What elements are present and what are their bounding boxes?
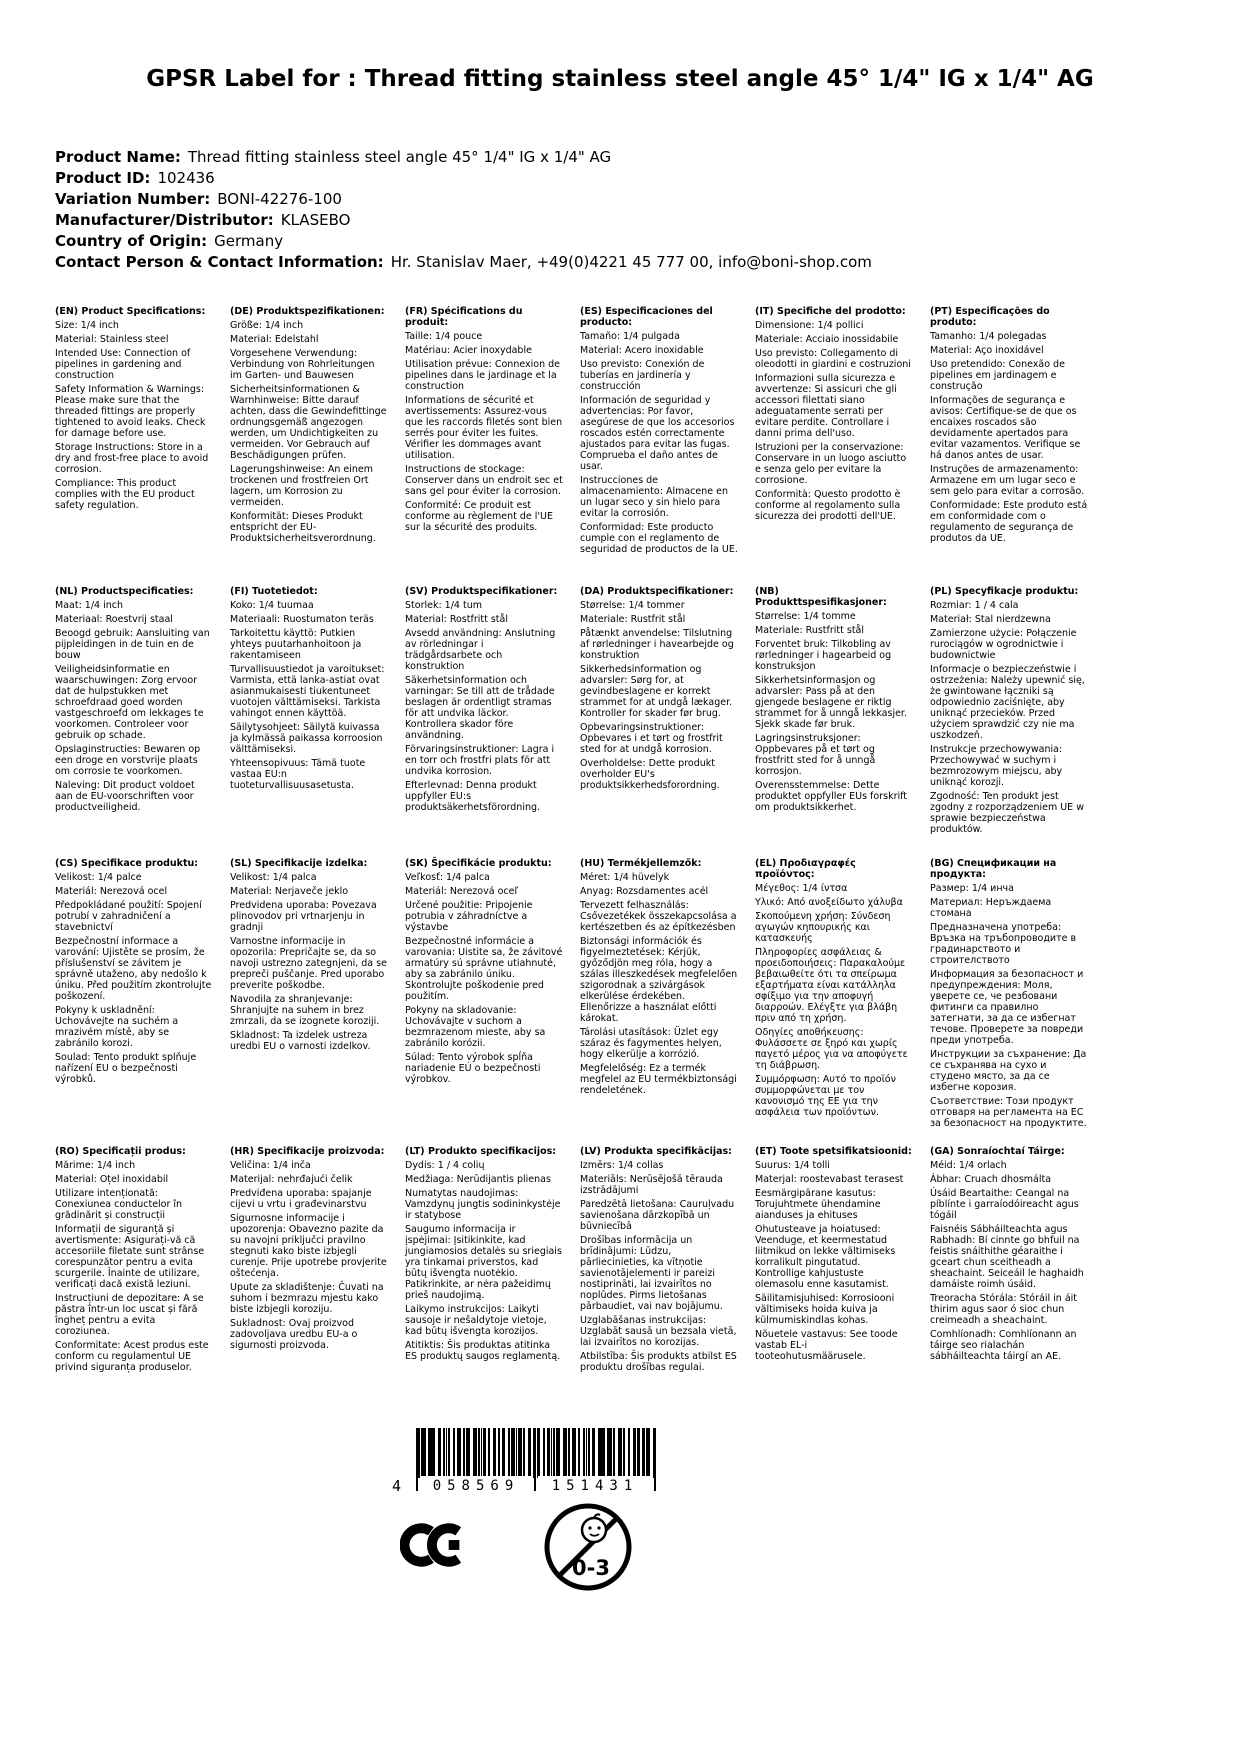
language-paragraph: Säilitamisjuhised: Korrosiooni vältimiseks hoida kuiva ja külmumiskindlas kohas. xyxy=(755,1293,895,1326)
language-paragraph: Instrucciones de almacenamiento: Almacene en un lugar seco y sin hielo para evitar la corrosión. xyxy=(580,475,728,519)
language-paragraph: Πληροφορίες ασφάλειας & προειδοποιήσεις: Παρακαλούμε βεβαιωθείτε ότι τα σπείρωμα εξαρτήματα είναι κατάλληλα σφίξιμο για την αποφυγή διαρροών. Ελέγξτε για βλάβη πριν από τη χρήση. xyxy=(755,947,906,1024)
language-block-header: (HU) Termékjellemzők: xyxy=(580,858,702,869)
language-paragraph: Vorgesehene Verwendung: Verbindung von Rohrleitungen im Garten- und Bauwesen xyxy=(230,348,375,381)
language-paragraph: Úsáid Beartaithe: Ceangal na píblínte i garraíodóireacht agus tógáil xyxy=(930,1188,1079,1221)
language-paragraph: Upute za skladištenje: Čuvati na suhom i bezmrazu mjestu kako biste izbjegli koroziju. xyxy=(230,1282,384,1315)
language-paragraph: Intended Use: Connection of pipelines in gardening and construction xyxy=(55,348,191,381)
language-paragraph: Faisnéis Sábháilteachta agus Rabhadh: Bí cinnte go bhfuil na feistis snáithithe géaraithe i gceart chun sceitheadh a sheachaint. Seiceáil le haghaidh damáiste roimh úsáid. xyxy=(930,1224,1084,1290)
language-paragraph: Forventet bruk: Tilkobling av rørledninger i hagearbeid og konstruksjon xyxy=(755,639,892,672)
language-paragraph: Utilisation prévue: Connexion de pipelines dans le jardinage et la construction xyxy=(405,359,561,392)
language-paragraph: Material: Stainless steel xyxy=(55,334,169,345)
language-block-lt xyxy=(405,1146,568,1362)
language-paragraph: Rozmiar: 1 / 4 cala xyxy=(930,600,1019,611)
page-title: GPSR Label for : Thread fitting stainless steel angle 45° 1/4" IG x 1/4" AG xyxy=(146,66,1094,92)
language-paragraph: Sukladnost: Ovaj proizvod zadovoljava uredbu EU-a o sigurnosti proizvoda. xyxy=(230,1318,358,1351)
language-block-header: (BG) Спецификации на продукта: xyxy=(930,858,1057,880)
language-paragraph: Informações de segurança e avisos: Certifique-se de que os encaixes roscados são devidamente apertados para evitar vazamentos. Verifique se há danos antes de usar. xyxy=(930,395,1081,461)
product-info-label: Variation Number: xyxy=(55,190,211,208)
language-block-header: (IT) Specifiche del prodotto: xyxy=(755,306,906,317)
product-info-row xyxy=(55,189,1155,210)
language-paragraph: Material: Rostfritt stål xyxy=(405,614,508,625)
language-block-header: (SL) Specifikacije izdelka: xyxy=(230,858,368,869)
language-block-de xyxy=(230,306,393,544)
language-paragraph: Safety Information & Warnings: Please make sure that the threaded fittings are properly tightened to avoid leaks. Check for damage before use. xyxy=(55,384,206,439)
language-paragraph: Materjal: roostevabast terasest xyxy=(755,1174,904,1185)
language-paragraph: Utilizare intenționată: Conexiunea conductelor în grădinărit și construcții xyxy=(55,1188,183,1221)
language-paragraph: Veľkosť: 1/4 palca xyxy=(405,872,490,883)
language-paragraph: Informacje o bezpieczeństwie i ostrzeżenia: Należy upewnić się, że gwintowane łączniki są odpowiednio zaciśnięte, aby uniknąć przecieków. Przed użyciem sprawdzić czy nie ma uszkodzeń. xyxy=(930,664,1085,741)
language-paragraph: Sigurnosne informacije i upozorenja: Obavezno pazite da su navojni priključci pravilno stegnuti kako biste izbjegli curenje. Prije upotrebe provjerite oštećenja. xyxy=(230,1213,387,1279)
product-info-value: Germany xyxy=(214,232,284,250)
language-block-da xyxy=(580,586,743,791)
language-paragraph: Uso previsto: Collegamento di oleodotti in giardini e costruzioni xyxy=(755,348,911,370)
barcode-digits-left: 058569 xyxy=(420,1476,532,1494)
language-paragraph: Съответствие: Този продукт отговаря на регламента на ЕС за безопасност на продуктите. xyxy=(930,1096,1087,1129)
language-block-sk xyxy=(405,858,568,1085)
language-paragraph: Koko: 1/4 tuumaa xyxy=(230,600,314,611)
language-paragraph: Instrucțiuni de depozitare: A se păstra într-un loc uscat și fără îngheț pentru a evita coroziunea. xyxy=(55,1293,204,1337)
language-paragraph: Opslaginstructies: Bewaren op een droge en vorstvrije plaats om corrosie te voorkomen. xyxy=(55,744,201,777)
language-paragraph: Turvallisuustiedot ja varoitukset: Varmista, että lanka-astiat ovat asianmukaisesti tiukentuneet vuotojen välttämiseksi. Tarkista vahingot ennen käyttöä. xyxy=(230,664,385,719)
language-paragraph: Pokyny na skladovanie: Uchovávajte v suchom a bezmrazenom mieste, aby sa zabránilo korózii. xyxy=(405,1005,546,1049)
language-paragraph: Yhteensopivuus: Tämä tuote vastaa EU:n tuoteturvallisuusasetusta. xyxy=(230,758,366,791)
language-paragraph: Bezpečnostní informace a varování: Ujistěte se prosím, že příslušenství se závitem je správně utaženo, aby nedošlo k úniku. Před použitím zkontrolujte poškození. xyxy=(55,936,212,1002)
language-paragraph: Lagerungshinweise: An einem trockenen und frostfreien Ort lagern, um Korrosion zu vermeiden. xyxy=(230,464,374,508)
product-info-label: Product ID: xyxy=(55,169,151,187)
language-block-pl xyxy=(930,586,1093,835)
language-paragraph: Conformidad: Este producto cumple con el reglamento de seguridad de productos de la UE. xyxy=(580,522,738,555)
language-paragraph: Förvaringsinstruktioner: Lagra i en torr och frostfri plats för att undvika korrosion. xyxy=(405,744,555,777)
language-block-nl xyxy=(55,586,218,813)
language-paragraph: Taille: 1/4 pouce xyxy=(405,331,483,342)
language-paragraph: Předpokládané použití: Spojení potrubí v zahradničení a stavebnictví xyxy=(55,900,202,933)
language-paragraph: Säkerhetsinformation och varningar: Se till att de trådade beslagen är ordentligt stramas för att undvika läckor. Kontrollera skador före användning. xyxy=(405,675,555,741)
barcode-guard-middle xyxy=(534,1428,536,1491)
language-paragraph: Atbilstība: Šis produkts atbilst ES produktu drošības regulai. xyxy=(580,1351,737,1373)
language-paragraph: Izmērs: 1/4 collas xyxy=(580,1160,664,1171)
product-info-row xyxy=(55,210,1155,231)
language-block-header: (EL) Προδιαγραφές προϊόντος: xyxy=(755,858,856,880)
language-paragraph: Compliance: This product complies with the EU product safety regulation. xyxy=(55,478,195,511)
language-paragraph: Predvidena uporaba: Povezava plinovodov pri vrtnarjenju in gradnji xyxy=(230,900,377,933)
language-paragraph: Beoogd gebruik: Aansluiting van pijpleidingen in de tuin en de bouw xyxy=(55,628,210,661)
language-block-bg xyxy=(930,858,1093,1129)
age-warning-0-3-icon xyxy=(542,1500,634,1594)
language-paragraph: Varnostne informacije in opozorila: Prepričajte se, da so navoji ustrezno zategnjeni, da se prepreči puščanje. Pred uporabo preverite poškodbe. xyxy=(230,936,387,991)
language-block-header: (ES) Especificaciones del producto: xyxy=(580,306,713,328)
language-paragraph: Informations de sécurité et avertissements: Assurez-vous que les raccords filetés sont bien serrés pour éviter les fuites. Vérifier les dommages avant utilisation. xyxy=(405,395,563,461)
language-paragraph: Suurus: 1/4 tolli xyxy=(755,1160,830,1171)
product-info-row xyxy=(55,252,1155,273)
language-paragraph: Materijal: nehrđajući čelik xyxy=(230,1174,353,1185)
language-paragraph: Materiale: Rustfrit stål xyxy=(580,614,686,625)
language-paragraph: Material: Nerjaveče jeklo xyxy=(230,886,349,897)
language-paragraph: Materiale: Acciaio inossidabile xyxy=(755,334,899,345)
product-info-value: 102436 xyxy=(157,169,215,187)
language-block-header: (FI) Tuotetiedot: xyxy=(230,586,318,597)
language-paragraph: Tamaño: 1/4 pulgada xyxy=(580,331,680,342)
language-paragraph: Súlad: Tento výrobok spĺňa nariadenie EÚ o bezpečnosti výrobkov. xyxy=(405,1052,541,1085)
language-paragraph: Uso previsto: Conexión de tuberías en jardinería y construcción xyxy=(580,359,705,392)
language-paragraph: Materiál: Nerezová oceľ xyxy=(405,886,519,897)
language-paragraph: Materiāls: Nerūsējošā tērauda izstrādājumi xyxy=(580,1174,723,1196)
barcode-guard-left xyxy=(416,1428,418,1491)
language-paragraph: Uzglabāšanas instrukcijas: Uzglabāt sausā un bezsala vietā, lai izvairītos no korozijas. xyxy=(580,1315,737,1348)
barcode-bars xyxy=(418,1428,654,1478)
language-paragraph: Anyag: Rozsdamentes acél xyxy=(580,886,709,897)
language-paragraph: Påtænkt anvendelse: Tilslutning af rørledninger i havearbejde og konstruktion xyxy=(580,628,734,661)
language-paragraph: Materiał: Stal nierdzewna xyxy=(930,614,1051,625)
language-paragraph: Tervezett felhasználás: Csővezetékek összekapcsolása a kertészetben és az építkezésben xyxy=(580,900,737,933)
language-paragraph: Velikost: 1/4 palce xyxy=(55,872,142,883)
product-info-row xyxy=(55,147,1155,168)
language-block-header: (EN) Product Specifications: xyxy=(55,306,206,317)
language-paragraph: Laikymo instrukcijos: Laikyti sausoje ir nešaldytoje vietoje, kad būtų išvengta korozijos. xyxy=(405,1304,547,1337)
product-info-value: KLASEBO xyxy=(280,211,351,229)
language-paragraph: Storage Instructions: Store in a dry and frost-free place to avoid corrosion. xyxy=(55,442,209,475)
language-paragraph: Größe: 1/4 inch xyxy=(230,320,304,331)
language-paragraph: Material: Oțel inoxidabil xyxy=(55,1174,169,1185)
language-paragraph: Υλικό: Από ανοξείδωτο χάλυβα xyxy=(755,897,903,908)
language-block-sl xyxy=(230,858,393,1052)
ce-mark-icon xyxy=(400,1514,470,1576)
language-paragraph: Informazioni sulla sicurezza e avvertenze: Si assicuri che gli accessori filettati siano adeguatamente serrati per evitare perdite. Controllare i danni prima dell'uso. xyxy=(755,373,897,439)
language-paragraph: Konformität: Dieses Produkt entspricht der EU-Produktsicherheitsverordnung. xyxy=(230,511,376,544)
language-block-header: (PT) Especificações do produto: xyxy=(930,306,1050,328)
language-paragraph: Saugumo informacija ir įspėjimai: Įsitikinkite, kad jungiamosios detalės su sriegiais yra tinkamai priverstos, kad būtų išvengta nuotėkio. Patikrinkite, ar nėra pažeidimų prieš naudojimą. xyxy=(405,1224,562,1301)
language-paragraph: Velikost: 1/4 palca xyxy=(230,872,317,883)
language-block-header: (DA) Produktspecifikationer: xyxy=(580,586,734,597)
language-paragraph: Materiál: Nerezová ocel xyxy=(55,886,168,897)
language-block-it xyxy=(755,306,918,522)
language-paragraph: Avsedd användning: Anslutning av rörledningar i trädgårdsarbete och konstruktion xyxy=(405,628,556,672)
language-paragraph: Naleving: Dit product voldoet aan de EU-voorschriften voor productveiligheid. xyxy=(55,780,195,813)
language-paragraph: Paredzētā lietošana: Cauruļvadu savienošana dārzkopībā un būvniecībā xyxy=(580,1199,735,1232)
language-block-fi xyxy=(230,586,393,791)
language-block-header: (RO) Specificații produs: xyxy=(55,1146,186,1157)
language-paragraph: Sicherheitsinformationen & Warnhinweise: Bitte darauf achten, dass die Gewindefittinge ordnungsgemäß angezogen werden, um Undichtigkeiten zu vermeiden. Vor Gebrauch auf Beschädigungen prüfen. xyxy=(230,384,387,461)
language-block-pt xyxy=(930,306,1093,544)
language-paragraph: Säilytysohjeet: Säilytä kuivassa ja kylmässä paikassa korroosion välttämiseksi. xyxy=(230,722,383,755)
language-block-header: (FR) Spécifications du produit: xyxy=(405,306,523,328)
language-paragraph: Размер: 1/4 инча xyxy=(930,883,1014,894)
language-block-header: (NL) Productspecificaties: xyxy=(55,586,194,597)
product-info-value: Hr. Stanislav Maer, +49(0)4221 45 777 00, info@boni-shop.com xyxy=(390,253,872,271)
language-block-cs xyxy=(55,858,218,1085)
language-paragraph: Instruções de armazenamento: Armazene em um lugar seco e sem gelo para evitar a corrosão. xyxy=(930,464,1085,497)
product-info-label: Product Name: xyxy=(55,148,181,166)
language-block-en xyxy=(55,306,218,511)
language-block-header: (CS) Specifikace produktu: xyxy=(55,858,199,869)
language-block-sv xyxy=(405,586,568,813)
language-paragraph: Información de seguridad y advertencias: Por favor, asegúrese de que los accesorios roscados estén correctamente ajustados para evitar las fugas. Comprueba el daño antes de usar. xyxy=(580,395,735,472)
language-paragraph: Soulad: Tento produkt splňuje nařízení EU o bezpečnosti výrobků. xyxy=(55,1052,197,1085)
language-paragraph: Material: Acero inoxidable xyxy=(580,345,704,356)
language-paragraph: Atitiktis: Šis produktas atitinka ES produktų saugos reglamentą. xyxy=(405,1340,561,1362)
language-block-header: (SK) Špecifikácie produktu: xyxy=(405,858,552,869)
language-paragraph: Méid: 1/4 orlach xyxy=(930,1160,1007,1171)
language-paragraph: Συμμόρφωση: Αυτό το προϊόν συμμορφώνεται με τον κανονισμό της ΕΕ για την ασφάλεια των προϊόντων. xyxy=(755,1074,896,1118)
language-block-header: (HR) Specifikacije proizvoda: xyxy=(230,1146,385,1157)
language-paragraph: Eesmärgipärane kasutus: Torujuhtmete ühendamine aianduses ja ehituses xyxy=(755,1188,881,1221)
language-paragraph: Sikkerhedsinformation og advarsler: Sørg for, at gevindbeslagene er korrekt strammet for at undgå lækager. Kontroller for skader før brug. xyxy=(580,664,733,719)
language-paragraph: Materiale: Rustfritt stål xyxy=(755,625,865,636)
language-paragraph: Conformità: Questo prodotto è conforme al regolamento sulla sicurezza dei prodotti dell'UE. xyxy=(755,489,901,522)
language-grid xyxy=(55,306,1093,1373)
language-block-header: (SV) Produktspecifikationer: xyxy=(405,586,558,597)
language-paragraph: Material: Edelstahl xyxy=(230,334,319,345)
language-paragraph: Navodila za shranjevanje: Shranjujte na suhem in brez zmrzali, da se izognete koroziji. xyxy=(230,994,380,1027)
language-paragraph: Материал: Неръждаема стомана xyxy=(930,897,1052,919)
language-paragraph: Istruzioni per la conservazione: Conservare in un luogo asciutto e senza gelo per evitare la corrosione. xyxy=(755,442,907,486)
language-block-header: (LT) Produkto specifikacijos: xyxy=(405,1146,557,1157)
language-paragraph: Biztonsági információk és figyelmeztetések: Kérjük, győződjön meg róla, hogy a szálas illeszkedések megfelelően szigorodnak a szivárgások elkerülése érdekében. Ellenőrizze a használat előtti károkat. xyxy=(580,936,738,1024)
language-paragraph: Určené použitie: Pripojenie potrubia v záhradníctve a výstavbe xyxy=(405,900,533,933)
language-paragraph: Bezpečnostné informácie a varovania: Uistite sa, že závitové armatúry sú správne utiahnuté, aby sa zabránilo úniku. Skontrolujte poškodenie pred použitím. xyxy=(405,936,563,1002)
language-paragraph: Uso pretendido: Conexão de pipelines em jardinagem e construção xyxy=(930,359,1065,392)
product-info-value: BONI-42276-100 xyxy=(217,190,342,208)
language-paragraph: Storlek: 1/4 tum xyxy=(405,600,482,611)
language-paragraph: Zamierzone użycie: Połączenie rurociągów w ogrodnictwie i budownictwie xyxy=(930,628,1077,661)
language-paragraph: Comhlíonadh: Comhlíonann an táirge seo rialachán sábháilteachta táirgí an AE. xyxy=(930,1329,1077,1362)
language-paragraph: Opbevaringsinstruktioner: Opbevares i et tørt og frostfrit sted for at undgå korrosion. xyxy=(580,722,723,755)
language-paragraph: Matériau: Acier inoxydable xyxy=(405,345,532,356)
language-paragraph: Maat: 1/4 inch xyxy=(55,600,123,611)
language-paragraph: Numatytas naudojimas: Vamzdynų jungtis sodininkystėje ir statybose xyxy=(405,1188,561,1221)
language-paragraph: Tamanho: 1/4 polegadas xyxy=(930,331,1047,342)
language-paragraph: Conformité: Ce produit est conforme au règlement de l'UE sur la sécurité des produits. xyxy=(405,500,553,533)
ean-barcode xyxy=(385,1428,677,1504)
language-paragraph: Méret: 1/4 hüvelyk xyxy=(580,872,670,883)
language-paragraph: Materiaal: Roestvrij staal xyxy=(55,614,173,625)
language-paragraph: Material: Aço inoxidável xyxy=(930,345,1044,356)
language-paragraph: Overensstemmelse: Dette produktet oppfyller EUs forskrift om produktsikkerhet. xyxy=(755,780,908,813)
language-block-fr xyxy=(405,306,568,533)
language-paragraph: Instrukcje przechowywania: Przechowywać w suchym i bezmrozowym miejscu, aby uniknąć korozji. xyxy=(930,744,1063,788)
language-block-hr xyxy=(230,1146,393,1351)
language-paragraph: Ohutusteave ja hoiatused: Veenduge, et keermestatud liitmikud on lekke vältimiseks korralikult pingutatud. Kontrollige kahjustuste olemasolu enne kasutamist. xyxy=(755,1224,896,1290)
language-paragraph: Treoracha Stórála: Stóráil in áit thirim agus saor ó sioc chun creimeadh a sheachaint. xyxy=(930,1293,1078,1326)
language-paragraph: Drošības informācija un brīdinājumi: Lūdzu, pārliecinieties, ka vītņotie savienotājelementi ir pareizi nostiprināti, lai izvairītos no noplūdes. Pirms lietošanas pārbaudiet, vai nav bojājumu. xyxy=(580,1235,723,1312)
language-paragraph: Tárolási utasítások: Üzlet egy száraz és fagymentes helyen, hogy elkerülje a korrózió. xyxy=(580,1027,722,1060)
language-block-header: (PL) Specyfikacje produktu: xyxy=(930,586,1079,597)
language-paragraph: Predviđena uporaba: spajanje cijevi u vrtu i građevinarstvu xyxy=(230,1188,372,1210)
language-paragraph: Veiligheidsinformatie en waarschuwingen: Zorg ervoor dat de hulpstukken met schroefdraad goed worden vastgeschroefd om lekkages te voorkomen. Controleer voor gebruik op schade. xyxy=(55,664,204,741)
product-info-value: Thread fitting stainless steel angle 45° 1/4" IG x 1/4" AG xyxy=(187,148,612,166)
language-paragraph: Size: 1/4 inch xyxy=(55,320,119,331)
language-paragraph: Efterlevnad: Denna produkt uppfyller EU:s produktsäkerhetsförordning. xyxy=(405,780,541,813)
product-info-row xyxy=(55,168,1155,189)
language-paragraph: Veličina: 1/4 inča xyxy=(230,1160,311,1171)
product-info-label: Contact Person & Contact Information: xyxy=(55,253,384,271)
language-block-es xyxy=(580,306,743,555)
language-paragraph: Størrelse: 1/4 tommer xyxy=(580,600,685,611)
language-paragraph: Dydis: 1 / 4 colių xyxy=(405,1160,485,1171)
language-block-et xyxy=(755,1146,918,1362)
language-paragraph: Størrelse: 1/4 tomme xyxy=(755,611,856,622)
language-paragraph: Dimensione: 1/4 pollici xyxy=(755,320,864,331)
language-paragraph: Skladnost: Ta izdelek ustreza uredbi EU o varnosti izdelkov. xyxy=(230,1030,371,1052)
language-paragraph: Megfelelőség: Ez a termék megfelel az EU termékbiztonsági rendeletének. xyxy=(580,1063,737,1096)
barcode-guard-right xyxy=(654,1428,656,1491)
language-paragraph: Μέγεθος: 1/4 ίντσα xyxy=(755,883,848,894)
language-block-ro xyxy=(55,1146,218,1373)
language-paragraph: Lagringsinstruksjoner: Oppbevares på et tørt og frostfritt sted for å unngå korrosjon. xyxy=(755,733,876,777)
language-paragraph: Mărime: 1/4 inch xyxy=(55,1160,136,1171)
product-info xyxy=(55,147,1155,273)
language-paragraph: Sikkerhetsinformasjon og advarsler: Pass på at den gjengede beslagene er riktig strammet for å unngå lekkasjer. Sjekk skade før bruk. xyxy=(755,675,907,730)
language-paragraph: Pokyny k uskladnění: Uchovávejte na suchém a mrazivém místě, aby se zabránilo korozi. xyxy=(55,1005,179,1049)
barcode-first-digit: 4 xyxy=(392,1477,402,1495)
language-block-el xyxy=(755,858,918,1118)
language-block-nb xyxy=(755,586,918,813)
product-info-label: Country of Origin: xyxy=(55,232,208,250)
language-paragraph: Medžiaga: Nerūdijantis plienas xyxy=(405,1174,551,1185)
language-paragraph: Instructions de stockage: Conserver dans un endroit sec et sans gel pour éviter la corrosion. xyxy=(405,464,563,497)
language-paragraph: Ábhar: Cruach dhosmálta xyxy=(930,1174,1052,1185)
language-block-lv xyxy=(580,1146,743,1373)
language-paragraph: Σκοπούμενη χρήση: Σύνδεση αγωγών κηπουρικής και κατασκευής xyxy=(755,911,891,944)
language-paragraph: Οδηγίες αποθήκευσης: Φυλάσσετε σε ξηρό και χωρίς παγετό μέρος για να αποφύγετε τη διάβρωση. xyxy=(755,1027,908,1071)
barcode-digits-right: 151431 xyxy=(538,1476,652,1494)
language-paragraph: Инструкции за съхранение: Да се съхранява на сухо и студено място, за да се избегне корозия. xyxy=(930,1049,1087,1093)
language-paragraph: Materiaali: Ruostumaton teräs xyxy=(230,614,374,625)
language-block-header: (DE) Produktspezifikationen: xyxy=(230,306,385,317)
age-warning-text: 0-3 xyxy=(572,1556,610,1580)
language-paragraph: Informații de siguranță și avertismente: Asigurați-vă că accesoriile filetate sunt strânse corespunzător pentru a evita scurgerile. Înainte de utilizare, verificați dacă există leziuni. xyxy=(55,1224,205,1290)
language-block-header: (ET) Toote spetsifikatsioonid: xyxy=(755,1146,912,1157)
language-paragraph: Информация за безопасност и предупреждения: Моля, уверете се, че резбовани фитинги са правилно затегнати, за да се избегнат течове. Проверете за повреди преди употреба. xyxy=(930,969,1084,1046)
language-paragraph: Overholdelse: Dette produkt overholder EU's produktsikkerhedsforordning. xyxy=(580,758,720,791)
language-block-hu xyxy=(580,858,743,1096)
language-block-header: (LV) Produkta specifikācijas: xyxy=(580,1146,732,1157)
language-block-ga xyxy=(930,1146,1093,1362)
language-paragraph: Conformidade: Este produto está em conformidade com o regulamento de segurança de produtos da UE. xyxy=(930,500,1088,544)
language-paragraph: Nõuetele vastavus: See toode vastab EL-i tooteohutusmäärusele. xyxy=(755,1329,898,1362)
product-info-label: Manufacturer/Distributor: xyxy=(55,211,274,229)
language-paragraph: Tarkoitettu käyttö: Putkien yhteys puutarhanhoitoon ja rakentamiseen xyxy=(230,628,362,661)
language-paragraph: Zgodność: Ten produkt jest zgodny z rozporządzeniem UE w sprawie bezpieczeństwa produktów. xyxy=(930,791,1084,835)
language-block-header: (GA) Sonraíochtaí Táirge: xyxy=(930,1146,1065,1157)
language-paragraph: Conformitate: Acest produs este conform cu regulamentul UE privind siguranța produselor. xyxy=(55,1340,209,1373)
language-block-header: (NB) Produkttspesifikasjoner: xyxy=(755,586,887,608)
language-paragraph: Предназначена употреба: Връзка на тръбопроводите в градинарството и строителството xyxy=(930,922,1077,966)
product-info-row xyxy=(55,231,1155,252)
